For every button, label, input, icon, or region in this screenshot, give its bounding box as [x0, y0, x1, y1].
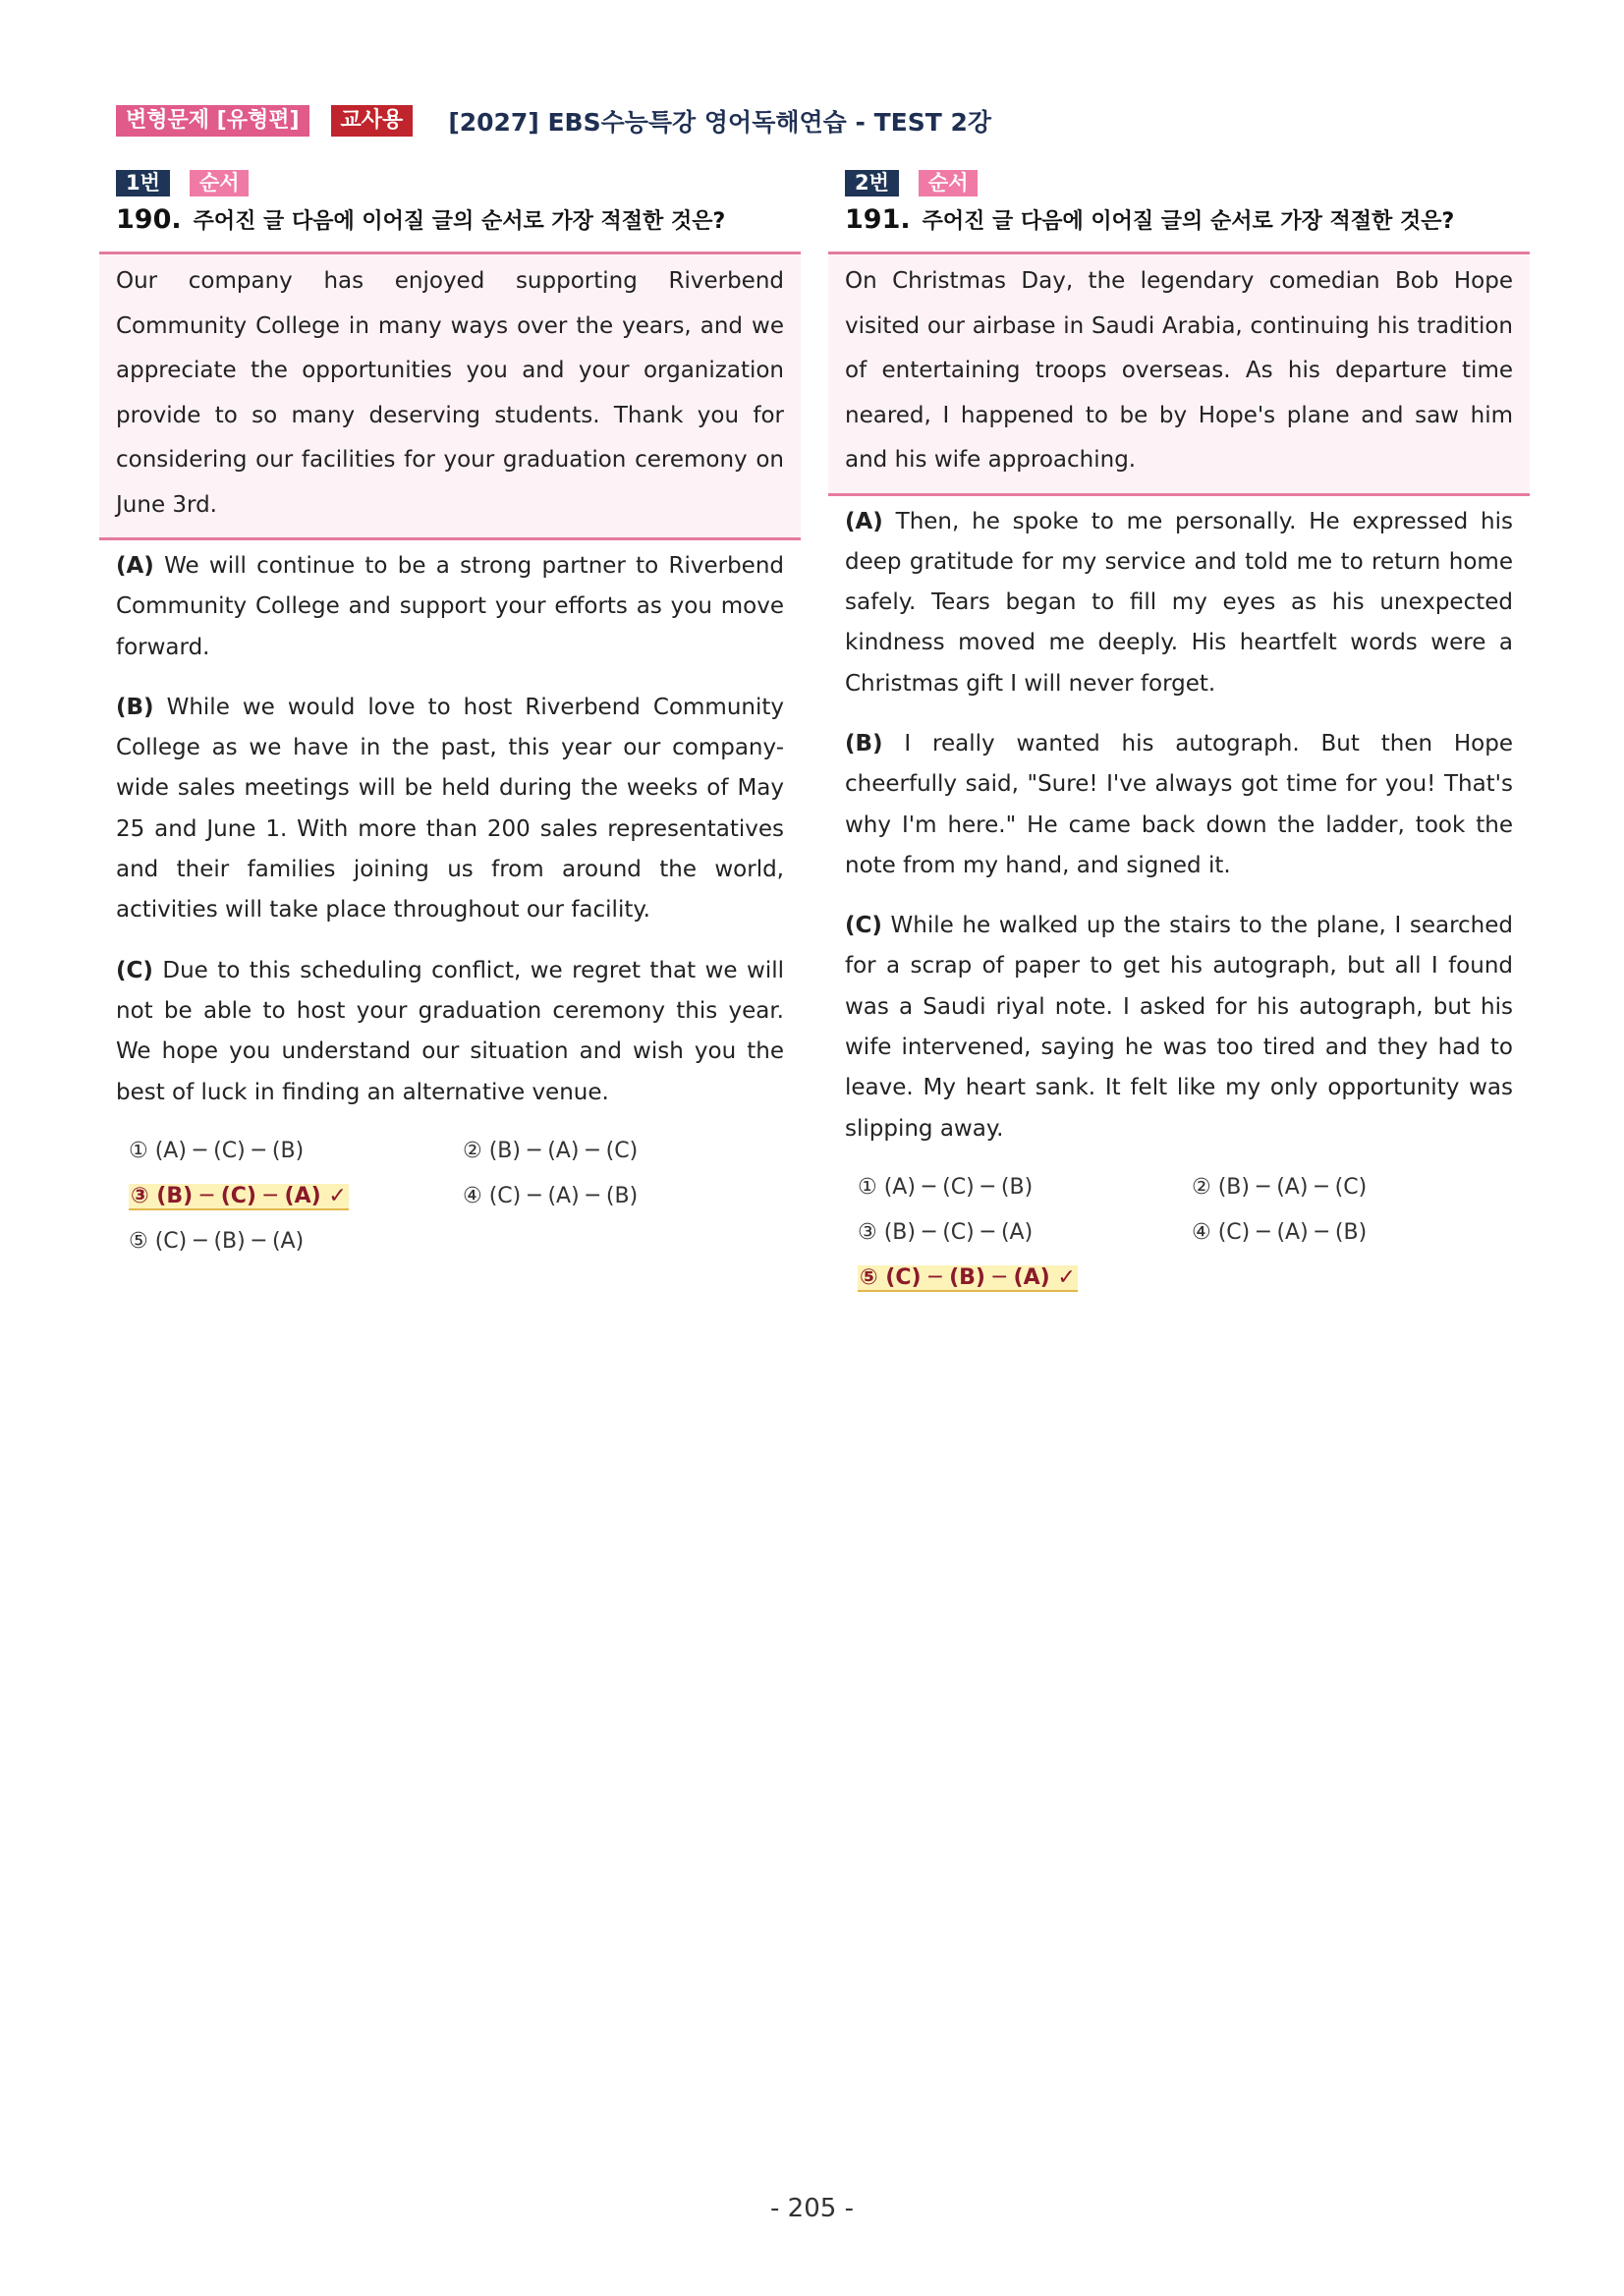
page-number: - 205 - [770, 2194, 854, 2223]
paragraph-label: (C) [845, 913, 882, 939]
question-number-tag: 2번 [845, 170, 899, 196]
choice-5: ⑤ (C) ─ (B) ─ (A) [129, 1228, 305, 1254]
choice-3-correct: ③ (B) ─ (C) ─ (A) ✓ [131, 1183, 347, 1208]
choice-1: ① (A) ─ (C) ─ (B) [129, 1138, 305, 1163]
paragraph-c [116, 951, 784, 1113]
paragraph-c [845, 906, 1513, 1149]
paragraph-text: Then, he spoke to me personally. He expressed his deep gratitude for my service and told me to return home safely. Tears began to fill my eyes as his unexpected kindness moved me deeply. His heartfelt words were a Christmas gift I will never forget. [845, 508, 1513, 697]
choice-5-correct: ⑤ (C) ─ (B) ─ (A) ✓ [860, 1264, 1076, 1290]
passage-paragraphs [828, 496, 1530, 1149]
question-191 [828, 169, 1530, 1297]
question-190 [99, 169, 801, 1260]
paragraph-b [116, 688, 784, 931]
page-header [116, 104, 991, 138]
question-prompt: 주어진 글 다음에 이어질 글의 순서로 가장 적절한 것은? [922, 209, 1455, 234]
paragraph-label: (A) [845, 508, 883, 534]
teacher-tag: 교사용 [331, 105, 414, 137]
paragraph-a [845, 502, 1513, 704]
type-tag: 변형문제 [유형편] [116, 105, 309, 137]
paragraph-text: Due to this scheduling conflict, we regret that we will not be able to host your graduation ceremony this year. We hope you understand our situation and wish you the best of luck in finding an alternative venue. [116, 957, 784, 1105]
paragraph-text: While we would love to host Riverbend Community College as we have in the past, this year our company-wide sales meetings will be held during the weeks of May 25 and June 1. With more than 200 sales representatives and their families joining us from around the world, activities will take place throughout our facility. [116, 694, 785, 924]
question-title [828, 204, 1530, 242]
choice-2: ② (B) ─ (A) ─ (C) [1192, 1174, 1368, 1200]
paragraph-label: (C) [116, 957, 153, 983]
given-passage: Our company has enjoyed supporting Riverbend Community College in many ways over the years, and we appreciate the opportunities you and your organization provide to so many deserving students. Thank you for considering our facilities for your graduation ceremony on June 3rd. [99, 252, 801, 540]
paragraph-text: I really wanted his autograph. But then Hope cheerfully said, "Sure! I've always got time for you! That's why I'm here." He came back down the ladder, took the note from my hand, and signed it. [845, 730, 1514, 878]
question-prompt: 주어진 글 다음에 이어질 글의 순서로 가장 적절한 것은? [193, 209, 726, 234]
paragraph-text: While he walked up the stairs to the plane, I searched for a scrap of paper to get his autograph, but all I found was a Saudi riyal note. I asked for his autograph, but his wife intervened, saying he was too tired and they had to leave. My heart sank. It felt like my only opportunity was slipping away. [845, 913, 1513, 1142]
page-title: [2027] EBS수능특강 영어독해연습 - TEST 2강 [448, 108, 992, 137]
paragraph-text: We will continue to be a strong partner to Riverbend Community College and support your efforts as you move forward. [116, 553, 784, 660]
question-type-tag: 순서 [190, 170, 250, 196]
passage-paragraphs [99, 540, 801, 1113]
question-number: 190. [116, 204, 182, 235]
answer-choices [99, 1133, 801, 1260]
given-passage: On Christmas Day, the legendary comedian Bob Hope visited our airbase in Saudi Arabia, continuing his tradition of entertaining troops overseas. As his departure time neared, I happened to be by Hope's plane and saw him and his wife approaching. [828, 252, 1530, 496]
question-title [99, 204, 801, 242]
paragraph-label: (B) [845, 730, 883, 756]
question-number: 191. [845, 204, 911, 235]
choice-4: ④ (C) ─ (A) ─ (B) [1192, 1219, 1368, 1245]
question-type-tag: 순서 [919, 170, 979, 196]
choice-2: ② (B) ─ (A) ─ (C) [463, 1138, 639, 1163]
choice-4: ④ (C) ─ (A) ─ (B) [463, 1183, 639, 1208]
paragraph-label: (B) [116, 694, 154, 720]
paragraph-b [845, 724, 1513, 886]
question-tags [828, 169, 1530, 196]
paragraph-label: (A) [116, 553, 154, 579]
question-tags [99, 169, 801, 196]
answer-choices [828, 1169, 1530, 1297]
choice-1: ① (A) ─ (C) ─ (B) [858, 1174, 1034, 1200]
choice-3: ③ (B) ─ (C) ─ (A) [858, 1219, 1034, 1245]
paragraph-a [116, 546, 784, 668]
question-number-tag: 1번 [116, 170, 170, 196]
